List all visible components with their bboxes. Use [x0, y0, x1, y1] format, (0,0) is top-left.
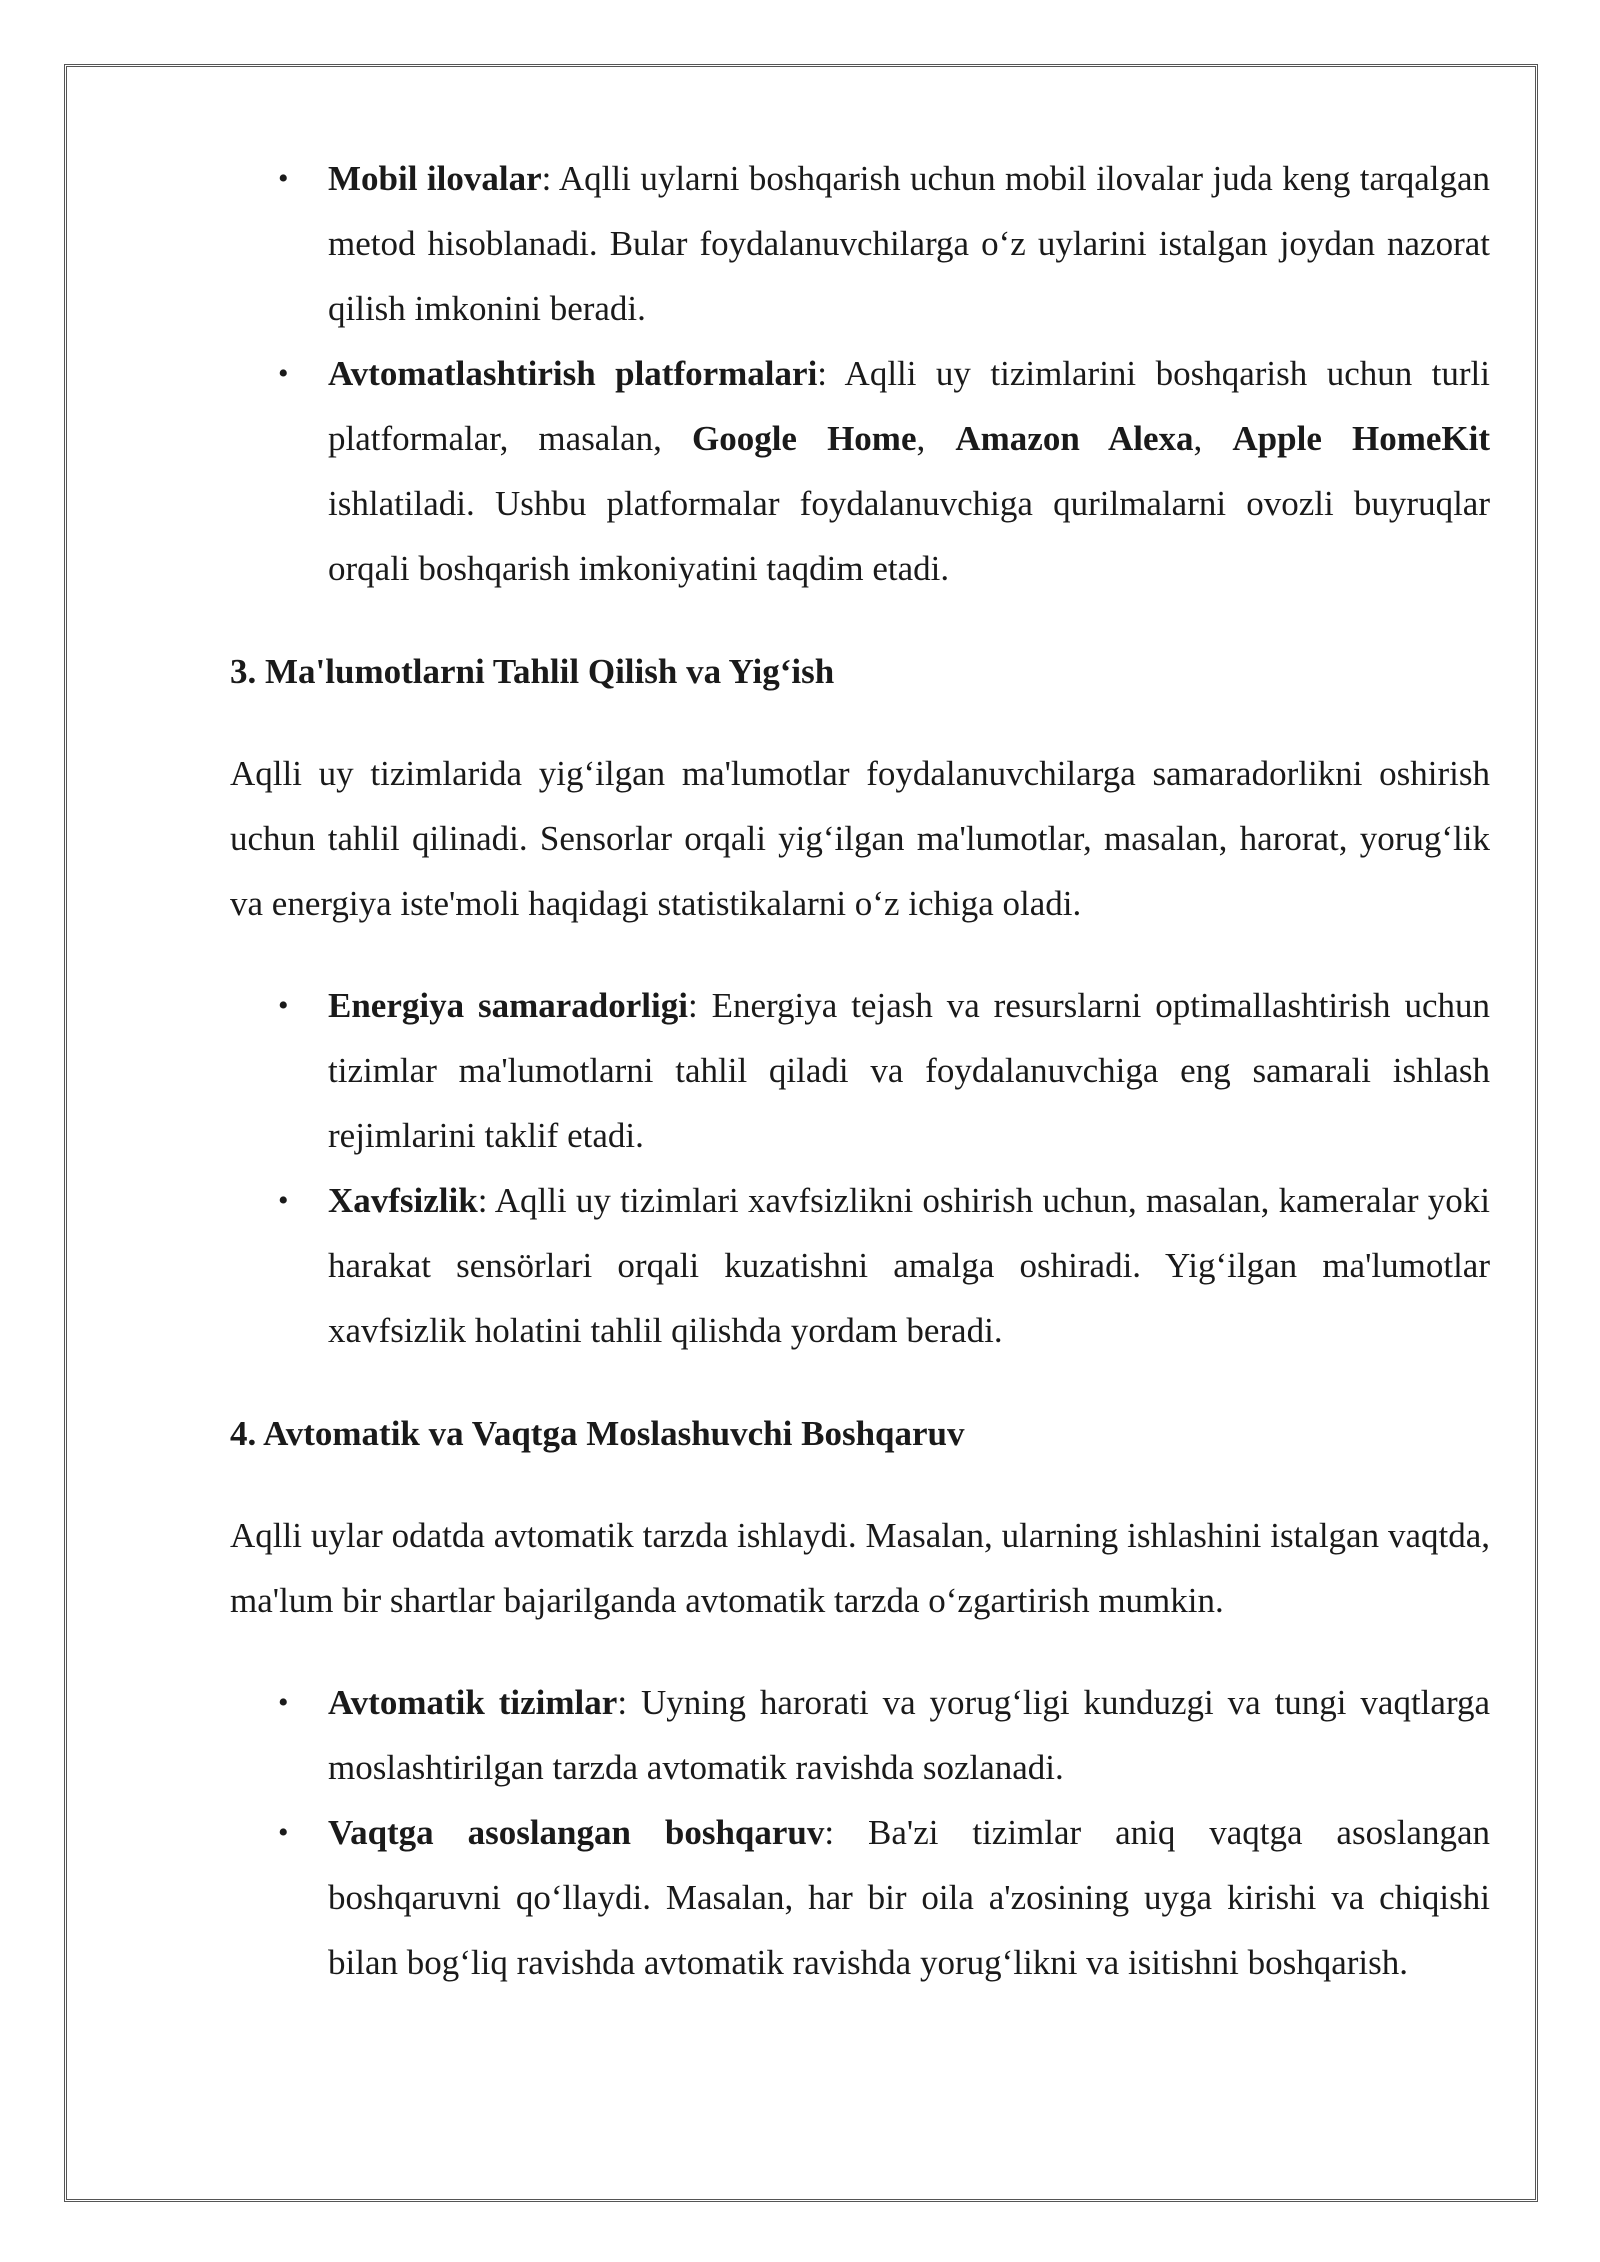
bullet-icon: • — [278, 1686, 289, 1719]
item-text: Ba'zi tizimlar aniq vaqtga asoslangan boshqaruvni qo‘llaydi. Masalan, har bir oila a'zosining uyga kirishi va chiqishi bilan bog‘liq ravishda avtomatik ravishda yorug‘likni va isitishni boshqarish. — [328, 1813, 1490, 1982]
section-paragraph-4: Aqlli uylar odatda avtomatik tarzda ishlaydi. Masalan, ularning ishlashini istalgan vaqtda, ma'lum bir shartlar bajarilganda avtomatik tarzda o‘zgartirish mumkin. — [230, 1516, 1490, 1620]
list-item-vaqtga-asoslangan: • Vaqtga asoslangan boshqaruv: Ba'zi tizimlar aniq vaqtga asoslangan boshqaruvni qo‘llaydi. Masalan, har bir oila a'zosining uyga kirishi va chiqishi bilan bog‘liq ravishda avtomatik ravishda yorug‘likni va isitishni boshqarish. — [230, 1800, 1490, 1995]
list-item-xavfsizlik: • Xavfsizlik: Aqlli uy tizimlari xavfsizlikni oshirish uchun, masalan, kameralar yoki harakat sensörlari orqali kuzatishni amalga oshiradi. Yig‘ilgan ma'lumotlar xavfsizlik holatini tahlil qilishda yordam beradi. — [230, 1168, 1490, 1363]
bullet-icon: • — [278, 162, 289, 195]
section-heading-3: 3. Ma'lumotlarni Tahlil Qilish va Yig‘ish — [230, 652, 835, 691]
bullet-icon: • — [278, 1184, 289, 1217]
item-text: Uyning harorati va yorug‘ligi kunduzgi va tungi vaqtlarga moslashtirilgan tarzda avtomatik ravishda sozlanadi. — [328, 1683, 1491, 1787]
bullet-list-analysis — [230, 973, 1490, 1363]
item-term: Mobil ilovalar — [328, 159, 542, 198]
item-term: Vaqtga asoslangan boshqaruv — [328, 1813, 825, 1852]
bullet-list-automation — [230, 1670, 1490, 1995]
item-term: Avtomatlashtirish platformalari — [328, 354, 818, 393]
list-item-energiya: • Energiya samaradorligi: Energiya tejash va resurslarni optimallashtirish uchun tizimlar ma'lumotlarni tahlil qiladi va foydalanuvchiga eng samarali ishlash rejimlarini taklif etadi. — [230, 973, 1490, 1168]
bullet-icon: • — [278, 989, 289, 1022]
bullet-list-control-methods — [230, 146, 1490, 601]
bullet-icon: • — [278, 357, 289, 390]
bullet-icon: • — [278, 1816, 289, 1849]
item-text-continued: ishlatiladi. Ushbu platformalar foydalanuvchiga qurilmalarni ovozli buyruqlar orqali boshqarish imkoniyatini taqdim etadi. — [328, 484, 1490, 588]
item-text: Aqlli uy tizimlari xavfsizlikni oshirish uchun, masalan, kameralar yoki harakat sensörlari orqali kuzatishni amalga oshiradi. Yig‘ilgan ma'lumotlar xavfsizlik holatini tahlil qilishda yordam beradi. — [328, 1181, 1490, 1350]
item-term: Avtomatik tizimlar — [328, 1683, 618, 1722]
list-item-mobil-ilovalar: • Mobil ilovalar: Aqlli uylarni boshqarish uchun mobil ilovalar juda keng tarqalgan metod hisoblanadi. Bular foydalanuvchilarga o‘z uylarini istalgan joydan nazorat qilish imkonini beradi. — [230, 146, 1490, 341]
platform-amazon-alexa: Amazon Alexa — [955, 419, 1194, 458]
list-item-avtomatik-tizimlar: • Avtomatik tizimlar: Uyning harorati va yorug‘ligi kunduzgi va tungi vaqtlarga moslashtirilgan tarzda avtomatik ravishda sozlanadi. — [230, 1670, 1490, 1800]
platform-google-home: Google Home — [691, 419, 917, 458]
list-item-platformalar: • Avtomatlashtirish platformalari: Aqlli uy tizimlarini boshqarish uchun turli platformalar, masalan, Google Home, Amazon Alexa, Apple HomeKit ishlatiladi. Ushbu platformalar foydalanuvchiga qurilmalarni ovozli buyruqlar orqali boshqarish imkoniyatini taqdim etadi. — [230, 341, 1490, 601]
item-text: Aqlli uylarni boshqarish uchun mobil ilovalar juda keng tarqalgan metod hisoblanadi. Bular foydalanuvchilarga o‘z uylarini istalgan joydan nazorat qilish imkonini beradi. — [328, 159, 1490, 328]
section-heading-4: 4. Avtomatik va Vaqtga Moslashuvchi Boshqaruv — [230, 1414, 965, 1453]
item-text: Energiya tejash va resurslarni optimallashtirish uchun tizimlar ma'lumotlarni tahlil qiladi va foydalanuvchiga eng samarali ishlash rejimlarini taklif etadi. — [328, 986, 1490, 1155]
document-body — [230, 146, 1490, 1995]
item-term: Energiya samaradorligi — [328, 986, 688, 1025]
section-paragraph-3: Aqlli uy tizimlarida yig‘ilgan ma'lumotlar foydalanuvchilarga samaradorlikni oshirish uchun tahlil qilinadi. Sensorlar orqali yig‘ilgan ma'lumotlar, masalan, harorat, yorug‘lik va energiya iste'moli haqidagi statistikalarni o‘z ichiga oladi. — [230, 754, 1490, 923]
item-term: Xavfsizlik — [328, 1181, 478, 1220]
platform-apple-homekit: Apple HomeKit — [1232, 419, 1491, 458]
item-text: Aqlli uy tizimlarini boshqarish uchun turli platformalar, masalan, — [328, 354, 1490, 458]
